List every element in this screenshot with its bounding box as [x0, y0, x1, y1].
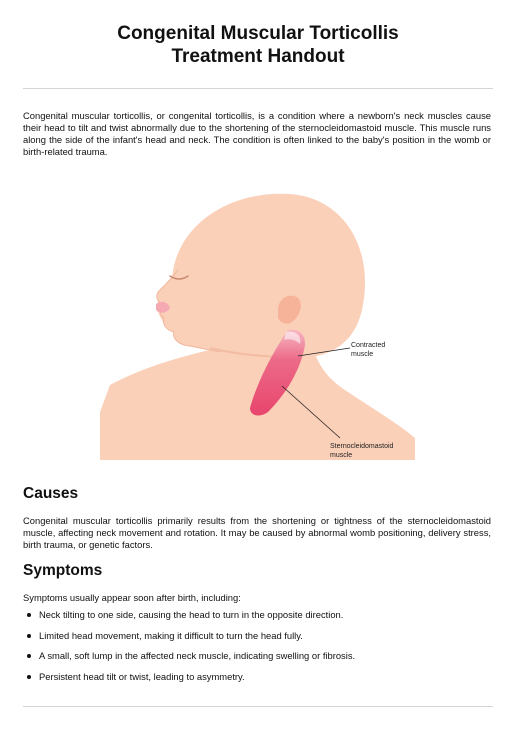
page-title — [0, 22, 516, 68]
list-item-text: Persistent head tilt or twist, leading to asymmetry. — [39, 670, 245, 682]
list-item — [23, 609, 491, 621]
list-item-text: Limited head movement, making it difficult to turn the head fully. — [39, 629, 303, 641]
causes-heading: Causes — [23, 485, 79, 502]
list-item — [23, 671, 491, 683]
title-line-1: Congenital Muscular Torticollis — [117, 23, 399, 44]
symptoms-list — [23, 609, 491, 691]
bullet-icon — [27, 654, 31, 658]
label-scm-line-2: muscle — [330, 452, 353, 459]
top-divider — [23, 88, 493, 89]
list-item — [23, 630, 491, 642]
label-contracted-line-1: Contracted — [351, 342, 386, 349]
symptoms-intro: Symptoms usually appear soon after birth, including: — [23, 592, 241, 603]
list-item-text: Neck tilting to one side, causing the head to turn in the opposite direction. — [39, 609, 344, 620]
intro-paragraph: Congenital muscular torticollis, or congenital torticollis, is a condition where a newborn's neck muscles cause their head to tilt and twist abnormally due to the shortening of the sternocleidomastoid muscle. This muscle runs along the side of the infant's head and neck. The condition is often linked to the baby's position in the womb or birth-related trauma. — [23, 110, 491, 157]
label-scm-line-1: Sternocleidomastoid — [330, 443, 394, 450]
bottom-divider — [23, 706, 493, 707]
bullet-icon — [27, 634, 31, 638]
label-contracted-line-2: muscle — [351, 351, 374, 358]
bullet-icon — [27, 613, 31, 617]
causes-paragraph: Congenital muscular torticollis primarily results from the shortening or tightness of the sternocleidomastoid muscle, affecting neck movement and rotation. It may be caused by abnormal womb positioning, delivery stress, birth trauma, or genetic factors. — [23, 515, 491, 550]
infant-neck-illustration — [100, 180, 420, 460]
bullet-icon — [27, 675, 31, 679]
list-item-text: A small, soft lump in the affected neck muscle, indicating swelling or fibrosis. — [39, 650, 356, 661]
title-line-2: Treatment Handout — [171, 46, 345, 67]
symptoms-heading: Symptoms — [23, 562, 103, 579]
list-item — [23, 650, 491, 662]
